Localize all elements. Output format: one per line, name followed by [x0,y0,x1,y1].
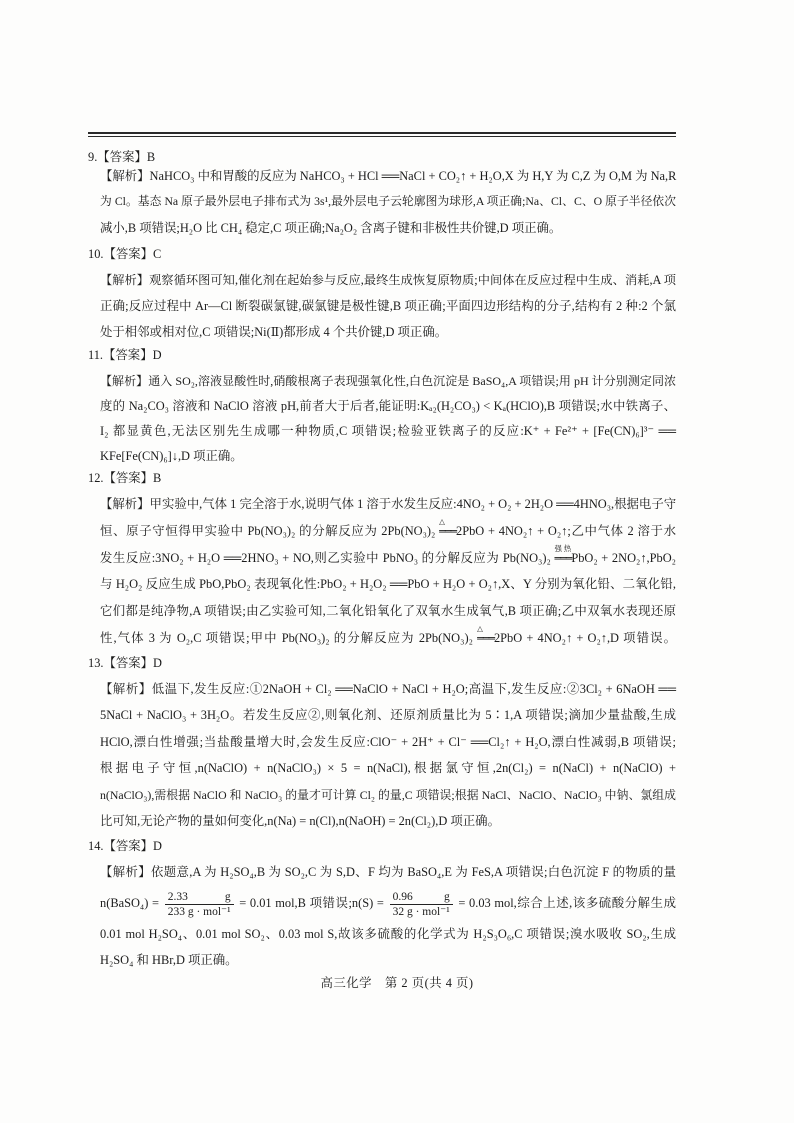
header-rule [88,132,676,137]
equation-text: n(BaSO₄) = [100,896,163,910]
analysis-line: 度的 Na₂CO₃ 溶液和 NaClO 溶液 pH,前者大于后者,能证明:Kₐ₂(H₂CO₃) < Kₐ(HClO),B 项错误;水中铁离子、 [100,399,676,413]
analysis-line: 5NaCl + NaClO₃ + 3H₂O。若发生反应②,则氧化剂、还原剂质量比为 5∶1,A 项错误;滴加少量盐酸,生成 [100,708,676,723]
analysis-line: 【解析】低温下,发生反应:①2NaOH + Cl₂ ══NaClO + NaCl + H₂O;高温下,发生反应:②3Cl₂ + 6NaOH ══ [100,682,676,696]
analysis-line: 【解析】甲实验中,气体 1 完全溶于水,说明气体 1 溶于水发生反应:4NO₂ + O₂ + 2H₂O ══4HNO₃,根据电子守 [100,497,677,511]
fraction-denominator: 32 g · mol⁻¹ [392,905,450,918]
answer-heading-12: 12.【答案】B [88,471,162,485]
analysis-line: 根据电子守恒,n(NaClO) + n(NaClO₃) × 5 = n(NaCl),根据氯守恒,2n(Cl₂) = n(NaCl) + n(NaClO) + [100,761,676,776]
fraction-numerator: 2.33 g [165,890,234,905]
equals-bar: ═══ [554,551,572,565]
reaction-condition: 强热 [554,543,572,553]
analysis-line: HClO,漂白性增强;当盐酸量增大时,会发生反应:ClO⁻ + 2H⁺ + Cl⁻ ══Cl₂↑ + H₂O,漂白性减弱,B 项错误; [100,734,676,749]
analysis-line: 【解析】NaHCO₃ 中和胃酸的反应为 NaHCO₃ + HCl ══NaCl + CO₂↑ + H₂O,X 为 H,Y 为 C,Z 为 O,M 为 Na,R [100,169,677,183]
analysis-line: 【解析】依题意,A 为 H₂SO₄,B 为 SO₂,C 为 S,D、F 均为 BaSO₄,E 为 FeS,A 项错误;白色沉淀 F 的物质的量 [100,865,676,879]
equation-text: 发生反应:3NO₂ + H₂O ══2HNO₃ + NO,则乙实验中 PbNO₃ 的分解反应为 Pb(NO₃)₂ [100,550,555,565]
equation-text: 恒、原子守恒得甲实验中 Pb(NO₃)₂ 的分解反应为 2Pb(NO₃)₂ [100,523,440,538]
analysis-line [100,885,676,921]
equation-text: 2PbO + 4NO₂↑ + O₂↑;乙中气体 2 溶于水 [456,523,676,538]
analysis-line: 比可知,无论产物的量如何变化,n(Na) = n(Cl),n(NaOH) = 2n(Cl₂),D 项正确。 [100,813,500,828]
analysis-block-12 [100,491,676,652]
analysis-line: 与 H₂O₂ 反应生成 PbO,PbO₂ 表现氧化性:PbO₂ + H₂O₂ ══PbO + H₂O + O₂↑,X、Y 分别为氧化铅、二氧化铅, [100,577,676,592]
conditional-equals-sign [477,625,494,645]
analysis-line [100,545,676,572]
equation-text: 2PbO + 4NO₂↑ + O₂↑,D 项错误。 [493,630,677,645]
analysis-line: 【解析】观察循环图可知,催化剂在起始参与反应,最终生成恢复原物质;中间体在反应过程中生成、消耗,A 项 [100,273,676,287]
analysis-line: 正确;反应过程中 Ar—Cl 断裂碳氯键,碳氯键是极性键,B 项正确;平面四边形结构的分子,结构有 2 种:2 个氯 [100,299,676,313]
analysis-line [100,625,676,652]
answer-heading-9: 9.【答案】B [88,150,156,164]
analysis-line: n(NaClO₃),需根据 NaClO 和 NaClO₃ 的量才可计算 Cl₂ 的量,C 项错误;根据 NaCl、NaClO、NaClO₃ 中钠、氯组成 [100,787,676,802]
fraction [165,890,234,919]
equation-text: = 0.01 mol,B 项错误;n(S) = [235,896,388,910]
conditional-equals-sign [554,545,571,565]
analysis-line: 它们都是纯净物,A 项错误;由乙实验可知,二氧化铅氧化了双氧水生成氧气,B 项正确;乙中双氧水表现还原 [100,604,676,619]
fraction-numerator: 0.96 g [390,890,453,905]
equation-text: PbO₂ + 2NO₂↑,PbO₂ [571,550,676,565]
analysis-block-11 [100,369,676,469]
reaction-condition: △ [477,623,483,633]
fraction [390,890,453,919]
analysis-line: 减小,B 项错误;H₂O 比 CH₄ 稳定,C 项正确;Na₂O₂ 含离子键和非极性共价键,D 项正确。 [100,221,562,235]
analysis-line: KFe[Fe(CN)₆]↓,D 项正确。 [100,449,243,463]
analysis-block-14 [100,859,676,973]
reaction-condition: △ [439,516,445,526]
conditional-equals-sign [439,518,456,538]
analysis-line: 为 Cl。基态 Na 原子最外层电子排布式为 3s¹,最外层电子云轮廓图为球形,A 项正确;Na、Cl、C、O 原子半径依次 [100,195,676,208]
analysis-line: I₂ 都显黄色,无法区别先生成哪一种物质,C 项错误;检验亚铁离子的反应:K⁺ + Fe²⁺ + [Fe(CN)₆]³⁻ ══ [100,424,676,438]
answer-heading-11: 11.【答案】D [88,348,162,362]
equals-bar: ═══ [477,631,494,645]
answer-heading-13: 13.【答案】D [88,656,162,670]
analysis-block-10 [100,267,676,345]
page-footer: 高三化学 第 2 页(共 4 页) [320,976,474,990]
equation-text: = 0.03 mol,综合上述,该多硫酸分解生成 [454,896,676,910]
analysis-line: 0.01 mol H₂SO₄、0.01 mol SO₂、0.03 mol S,故该多硫酸的化学式为 H₂S₃O₆,C 项错误;溴水吸收 SO₂,生成 [100,927,676,941]
analysis-line: 处于相邻或相对位,C 项错误;Ni(Ⅱ)都形成 4 个共价键,D 项正确。 [100,325,448,339]
equation-text: 性,气体 3 为 O₂,C 项错误;甲中 Pb(NO₃)₂ 的分解反应为 2Pb(NO₃)₂ [100,630,478,645]
analysis-line [100,518,676,545]
answer-heading-14: 14.【答案】D [88,839,162,853]
fraction-denominator: 233 g · mol⁻¹ [167,905,231,918]
equals-bar: ═══ [439,524,456,538]
answer-heading-10: 10.【答案】C [88,247,162,261]
analysis-block-13 [100,676,676,834]
analysis-line: 【解析】通入 SO₂,溶液显酸性时,硝酸根离子表现强氧化性,白色沉淀是 BaSO₄,A 项错误;用 pH 计分别测定同浓 [100,374,676,388]
analysis-block-9 [100,163,676,241]
analysis-line: H₂SO₄ 和 HBr,D 项正确。 [100,953,238,967]
